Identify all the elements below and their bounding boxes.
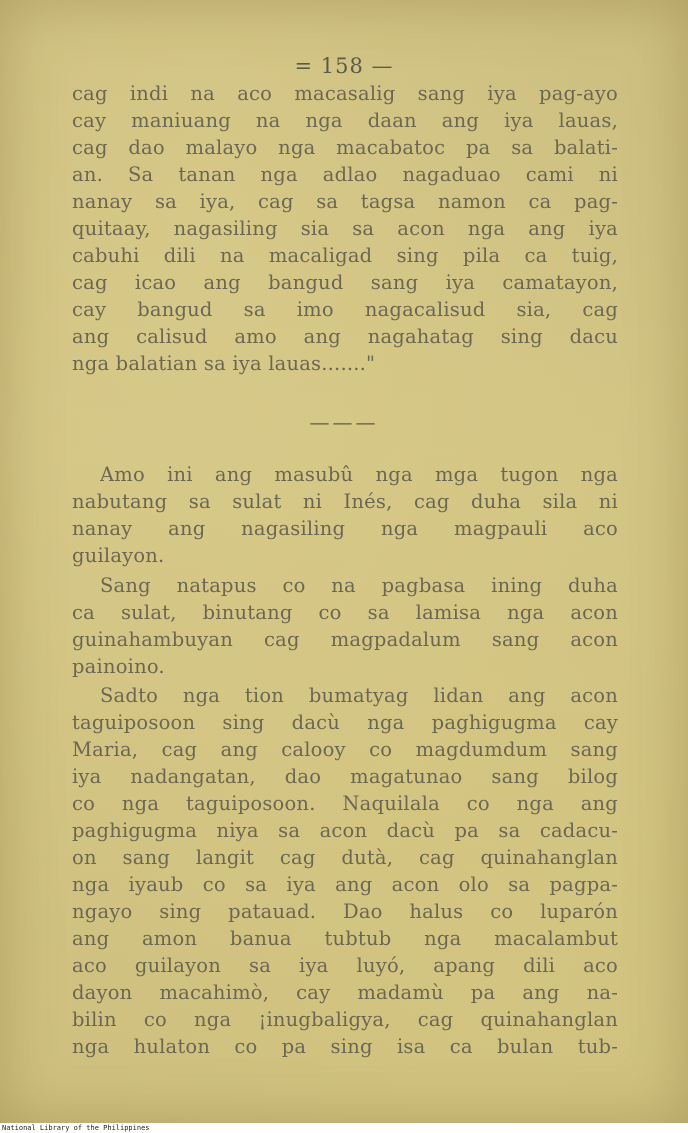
text-line: cay bangud sa imo nagacalisud sia, cag: [72, 298, 618, 321]
paragraph-2: [72, 461, 618, 571]
text-line: cabuhi dili na macaligad sing pila ca tuig,: [72, 244, 618, 267]
text-line: iya nadangatan, dao magatunao sang bilog: [72, 765, 618, 788]
text-line: nanay ang nagasiling nga magpauli aco: [72, 517, 618, 540]
text-line: an. Sa tanan nga adlao nagaduao cami ni: [72, 163, 618, 186]
paragraph-1: [72, 80, 618, 380]
text-line: ca sulat, binutang co sa lamisa nga acon: [72, 601, 618, 624]
text-line: quitaay, nagasiling sia sa acon nga ang iya: [72, 217, 618, 240]
text-line: aco guilayon sa iya luyó, apang dili aco: [72, 954, 618, 977]
paragraph-3: [72, 572, 618, 682]
text-line: paghigugma niya sa acon dacù pa sa cadacu-: [72, 819, 618, 842]
text-line: nanay sa iya, cag sa tagsa namon ca pag-: [72, 190, 618, 213]
text-line: Sadto nga tion bumatyag lidan ang acon: [100, 684, 618, 707]
text-line: Sang natapus co na pagbasa ining duha: [100, 574, 618, 597]
text-line: nabutang sa sulat ni Inés, cag duha sila ni: [72, 490, 618, 513]
text-line: guinahambuyan cag magpadalum sang acon: [72, 628, 618, 651]
section-divider: ———: [309, 410, 379, 434]
page-number-header: = 158 —: [294, 54, 394, 78]
text-line: Maria, cag ang calooy co magdumdum sang: [72, 738, 618, 761]
footer-bar: [0, 1123, 688, 1133]
text-line: bilin co nga ¡inugbaligya, cag quinahanglan: [72, 1008, 618, 1031]
text-line: ang amon banua tubtub nga macalambut: [72, 927, 618, 950]
text-line: cag indi na aco macasalig sang iya pag-ayo: [72, 82, 618, 105]
text-line: Amo ini ang masubû nga mga tugon nga: [100, 463, 618, 486]
text-line: nga balatian sa iya lauas.......": [72, 352, 376, 375]
text-line: nga hulaton co pa sing isa ca bulan tub-: [72, 1035, 618, 1058]
text-line: dayon macahimò, cay madamù pa ang na-: [72, 981, 618, 1004]
text-line: cay maniuang na nga daan ang iya lauas,: [72, 109, 618, 132]
text-line: guilayon.: [72, 544, 165, 567]
text-line: painoino.: [72, 655, 165, 678]
text-line: cag dao malayo nga macabatoc pa sa balati-: [72, 136, 618, 159]
text-line: taguiposoon sing dacù nga paghigugma cay: [72, 711, 618, 734]
text-line: on sang langit cag dutà, cag quinahanglan: [72, 846, 618, 869]
text-line: ang calisud amo ang nagahatag sing dacu: [72, 325, 618, 348]
text-line: ngayo sing patauad. Dao halus co luparón: [72, 900, 618, 923]
paragraph-4: [72, 682, 618, 1062]
footer-credit: National Library of the Philippines: [2, 1124, 150, 1132]
text-line: nga iyaub co sa iya ang acon olo sa pagpa-: [72, 873, 618, 896]
text-line: cag icao ang bangud sang iya camatayon,: [72, 271, 618, 294]
text-line: co nga taguiposoon. Naquilala co nga ang: [72, 792, 618, 815]
